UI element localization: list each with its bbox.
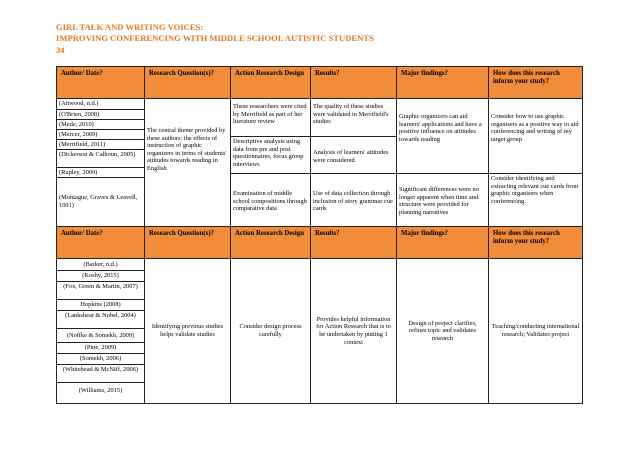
author-cell bbox=[57, 99, 145, 233]
literature-table-1 bbox=[56, 66, 583, 233]
header-line-1: GIRL TALK AND WRITING VOICES: bbox=[56, 22, 204, 32]
author-entry: (Montague, Graves & Leavell, 1991) bbox=[57, 177, 144, 221]
author-entry: (Somekh, 2006) bbox=[57, 353, 144, 364]
findings-cell: Design of project clarifies, refines topic and validates research bbox=[397, 259, 489, 404]
design-entry: Examination of middle school compositions through comparative data bbox=[231, 173, 310, 231]
results-entry: Use of data collection through inclusion of story grammar cue cards bbox=[311, 173, 396, 231]
author-entry: (Pine, 2009) bbox=[57, 342, 144, 353]
inform-entry: Consider how to use graphic organisers as a positive way to aid conferencing and writing of my target group bbox=[491, 113, 579, 143]
author-entry: (Williams, 2015) bbox=[57, 382, 144, 400]
author-entry: (Rupley, 2009) bbox=[57, 167, 144, 177]
literature-table-2 bbox=[56, 226, 583, 404]
results-entry: Analysis of learners' attitudes were considered bbox=[311, 136, 396, 173]
design-entry: These researchers were cited by Merrifield as part of her literature review bbox=[233, 103, 307, 126]
author-entry: (Attwood, n.d.) bbox=[59, 100, 99, 107]
findings-cell bbox=[397, 99, 489, 233]
question-cell: The central theme provided by these authors: the effects of instruction of graphic organizers in terms of students' attitudes towards reading in English bbox=[145, 99, 231, 233]
author-cell bbox=[57, 259, 145, 404]
col-header-author: Author/ Date? bbox=[57, 67, 145, 99]
design-cell: Consider design process carefully bbox=[231, 259, 311, 404]
col-header-design: Action Research Design bbox=[231, 227, 311, 259]
inform-cell: Teaching/conducting international research; Validates project bbox=[489, 259, 583, 404]
page-number: 34 bbox=[56, 45, 65, 55]
col-header-findings: Major findings? bbox=[397, 227, 489, 259]
inform-entry: Consider identifying and extracting relevant cue cards from graphic organisers when conferencing bbox=[489, 173, 582, 231]
author-entry: (Merrifield, 2011) bbox=[57, 139, 144, 149]
col-header-findings: Major findings? bbox=[397, 67, 489, 99]
author-entry: (O'Brien, 2008) bbox=[57, 109, 144, 119]
author-entry: (Lankshear & Nobel, 2004) bbox=[57, 310, 144, 328]
author-entry: (Noffke & Somekh, 2009) bbox=[57, 328, 144, 342]
author-entry: (Mede, 2010) bbox=[57, 119, 144, 129]
author-entry: (Whitehead & McNiff, 2006) bbox=[57, 364, 144, 382]
col-header-inform: How does this research inform your study? bbox=[489, 67, 583, 99]
col-header-inform: How does this research inform your study? bbox=[489, 227, 583, 259]
author-entry: (Fox, Green & Martin, 2007) bbox=[57, 281, 144, 299]
design-cell bbox=[231, 99, 311, 233]
inform-cell bbox=[489, 99, 583, 233]
col-header-design: Action Research Design bbox=[231, 67, 311, 99]
table-header-row bbox=[57, 67, 583, 99]
col-header-results: Results? bbox=[311, 67, 397, 99]
results-cell: Provides helpful information for Action Research that is to be undertaken by putting 1 context bbox=[311, 259, 397, 404]
question-cell: Identifying previous studies helps validate studies bbox=[145, 259, 231, 404]
author-entry: (Barker, n.d.) bbox=[83, 261, 118, 268]
design-entry: Descriptive analysis using data from pre and post questionnaires, focus group interviews bbox=[231, 136, 310, 173]
header-line-2: IMPROVING CONFERENCING WITH MIDDLE SCHOOL AUTISTIC STUDENTS bbox=[56, 32, 374, 43]
author-entry: (Koshy, 2015) bbox=[57, 270, 144, 281]
running-header bbox=[56, 22, 374, 43]
col-header-question: Research Question(s)? bbox=[145, 227, 231, 259]
table-header-row bbox=[57, 227, 583, 259]
col-header-author: Author/ Date? bbox=[57, 227, 145, 259]
results-entry: The quality of these studies were validated in Merrifield's studies bbox=[313, 103, 389, 126]
col-header-results: Results? bbox=[311, 227, 397, 259]
table-row bbox=[57, 99, 583, 233]
findings-entry: Graphic organizers can aid learners' applications and have a positive influence on attitudes towards reading bbox=[399, 113, 482, 143]
col-header-question: Research Question(s)? bbox=[145, 67, 231, 99]
table-row bbox=[57, 259, 583, 404]
author-entry: (Mercer, 2009) bbox=[57, 129, 144, 139]
author-entry: (Dickerson & Calhoun, 2005) bbox=[57, 149, 144, 167]
author-entry: Hopkins (2008) bbox=[57, 299, 144, 310]
results-cell bbox=[311, 99, 397, 233]
findings-entry: Significant differences were no longer apparent when time and structure were provided for planning narratives bbox=[397, 173, 488, 231]
